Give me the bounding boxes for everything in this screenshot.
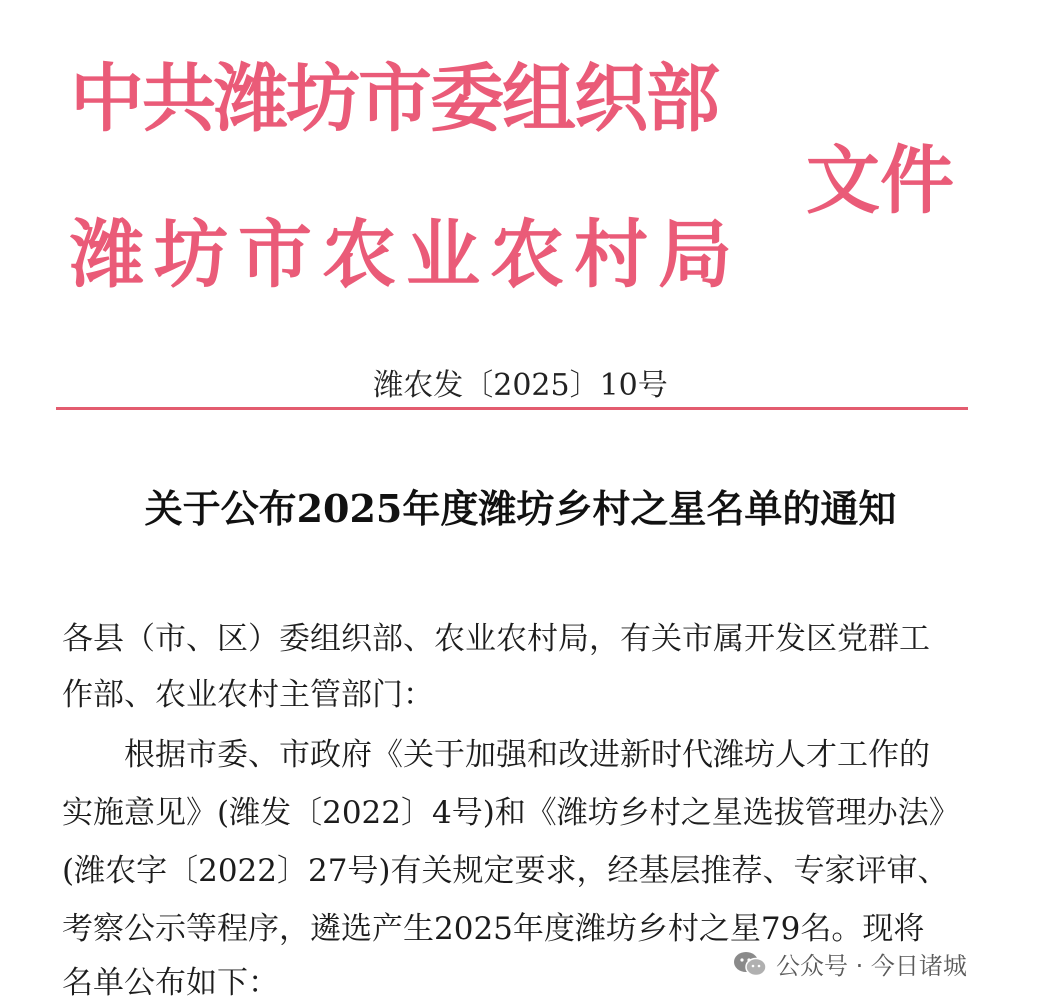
document-suffix: 文件 (806, 138, 954, 224)
wechat-icon (732, 950, 768, 978)
body-line: 各县（市、区）委组织部、农业农村局，有关市属开发区党群工 (62, 621, 930, 657)
body-line: 名单公布如下： (62, 965, 279, 1001)
wechat-watermark (732, 946, 967, 981)
issuer-line-2: 潍坊市农业农村局 (70, 212, 742, 298)
red-divider (56, 407, 968, 410)
body-line: 根据市委、市政府《关于加强和改进新时代潍坊人才工作的 (124, 737, 930, 773)
document-number: 潍农发〔2025〕10号 (373, 368, 668, 403)
body-line: (潍农字〔2022〕27号)有关规定要求，经基层推荐、专家评审、 (62, 853, 949, 889)
body-line: 实施意见》(潍发〔2022〕4号)和《潍坊乡村之星选拔管理办法》 (62, 795, 960, 831)
watermark-text: 公众号 · 今日诸城 (776, 952, 967, 980)
document-title: 关于公布2025年度潍坊乡村之星名单的通知 (144, 486, 897, 531)
body-line: 作部、农业农村主管部门： (62, 677, 434, 713)
issuer-line-1: 中共潍坊市委组织部 (70, 56, 718, 142)
body-line: 考察公示等程序，遴选产生2025年度潍坊乡村之星79名。现将 (62, 911, 925, 947)
